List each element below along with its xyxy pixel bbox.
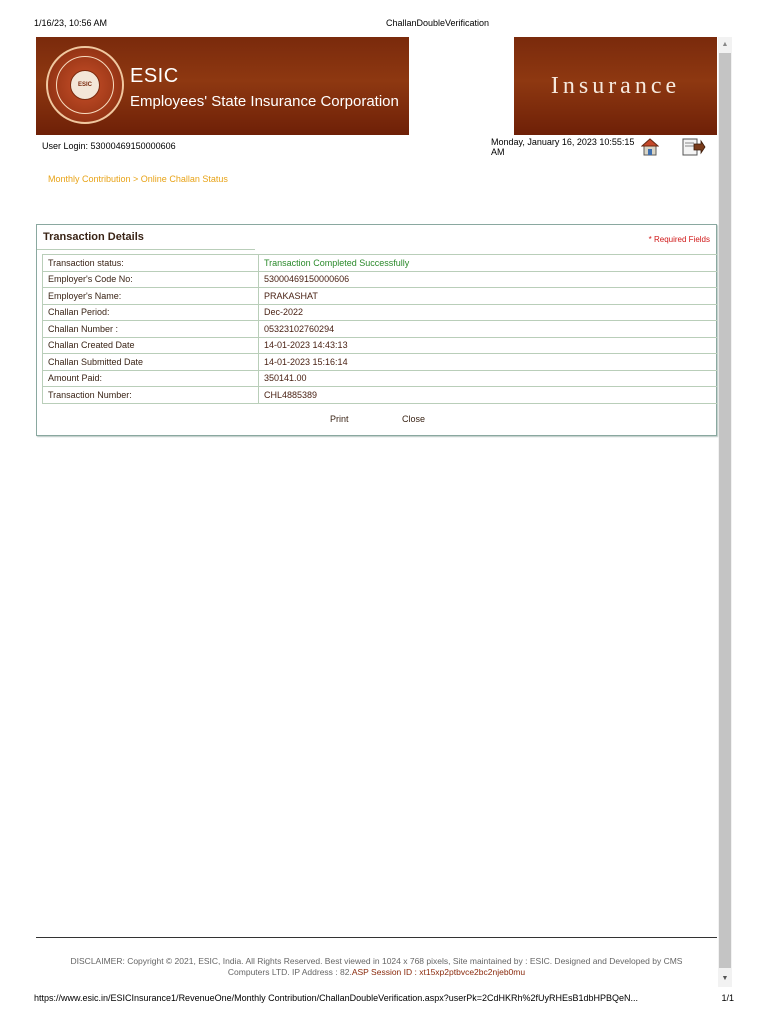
- row-value: 53000469150000606: [259, 271, 718, 288]
- scroll-down-icon[interactable]: ▼: [721, 975, 729, 982]
- row-value: Dec-2022: [259, 304, 718, 321]
- row-label: Challan Submitted Date: [43, 354, 259, 371]
- table-row: [43, 288, 718, 305]
- user-login-label: User Login:: [42, 141, 89, 151]
- table-row: [43, 354, 718, 371]
- table-row: [43, 255, 718, 272]
- logout-icon[interactable]: [682, 138, 706, 156]
- footer-divider: [36, 937, 717, 938]
- table-row: [43, 321, 718, 338]
- row-label: Employer's Code No:: [43, 271, 259, 288]
- disclaimer: [36, 956, 717, 978]
- required-fields-note: * Required Fields: [648, 235, 710, 244]
- table-row: [43, 271, 718, 288]
- logo-text: ESIC: [77, 82, 92, 88]
- row-label: Challan Number :: [43, 321, 259, 338]
- print-header: [34, 18, 734, 32]
- breadcrumb[interactable]: Monthly Contribution > Online Challan Status: [48, 174, 228, 184]
- brand-short-name: ESIC: [130, 65, 179, 87]
- esic-banner: [36, 37, 409, 135]
- print-page-count: 1/1: [721, 993, 734, 1003]
- table-row: [43, 370, 718, 387]
- transaction-details-table: [42, 254, 717, 404]
- user-login-id: 53000469150000606: [90, 141, 176, 151]
- panel-title: Transaction Details: [43, 231, 144, 243]
- brand-full-name: Employees' State Insurance Corporation: [130, 93, 399, 110]
- row-label: Challan Created Date: [43, 337, 259, 354]
- row-label: Challan Period:: [43, 304, 259, 321]
- vertical-scrollbar[interactable]: [718, 37, 732, 987]
- row-value: PRAKASHAT: [259, 288, 718, 305]
- panel-title-underline: [37, 249, 255, 250]
- row-value: 14-01-2023 14:43:13: [259, 337, 718, 354]
- scrollbar-thumb[interactable]: [719, 53, 731, 968]
- transaction-status-value: Transaction Completed Successfully: [259, 255, 718, 272]
- logo-center: [70, 70, 100, 100]
- user-login: [42, 141, 176, 151]
- row-label: Transaction Number:: [43, 387, 259, 404]
- table-row: [43, 304, 718, 321]
- print-document-title: ChallanDoubleVerification: [386, 18, 490, 28]
- session-id: ASP Session ID : xt15xp2ptbvce2bc2njeb0mu: [351, 967, 526, 977]
- transaction-details-panel: [36, 224, 717, 436]
- home-icon[interactable]: [641, 138, 659, 156]
- insurance-banner: [514, 37, 717, 135]
- row-label: Amount Paid:: [43, 370, 259, 387]
- row-value: 350141.00: [259, 370, 718, 387]
- row-label: Employer's Name:: [43, 288, 259, 305]
- row-value: 05323102760294: [259, 321, 718, 338]
- print-url: https://www.esic.in/ESICInsurance1/RevenueOne/Monthly Contribution/ChallanDoubleVerification.aspx?userPk=2CdHKRh%2fUyRHEsB1dbHPBQeN...: [34, 993, 639, 1003]
- disclaimer-line-1: DISCLAIMER: Copyright © 2021, ESIC, India. All Rights Reserved. Best viewed in 1024 x 768 pixels, Site maintained by : ESIC. Designed and Developed by CMS: [70, 956, 683, 966]
- table-row: [43, 387, 718, 404]
- print-button[interactable]: Print: [330, 414, 349, 424]
- row-value: CHL4885389: [259, 387, 718, 404]
- print-date: 1/16/23, 10:56 AM: [34, 18, 108, 28]
- disclaimer-line-2: [36, 967, 717, 978]
- close-button[interactable]: Close: [402, 414, 426, 424]
- disclaimer-ip-text: Computers LTD. IP Address : 82.: [227, 967, 352, 977]
- current-datetime: Monday, January 16, 2023 10:55:15 AM: [491, 137, 635, 157]
- scroll-up-icon[interactable]: ▲: [721, 41, 729, 48]
- insurance-banner-text: Insurance: [550, 72, 681, 99]
- table-row: [43, 337, 718, 354]
- esic-logo: [46, 46, 124, 124]
- row-value: 14-01-2023 15:16:14: [259, 354, 718, 371]
- row-label: Transaction status:: [43, 255, 259, 272]
